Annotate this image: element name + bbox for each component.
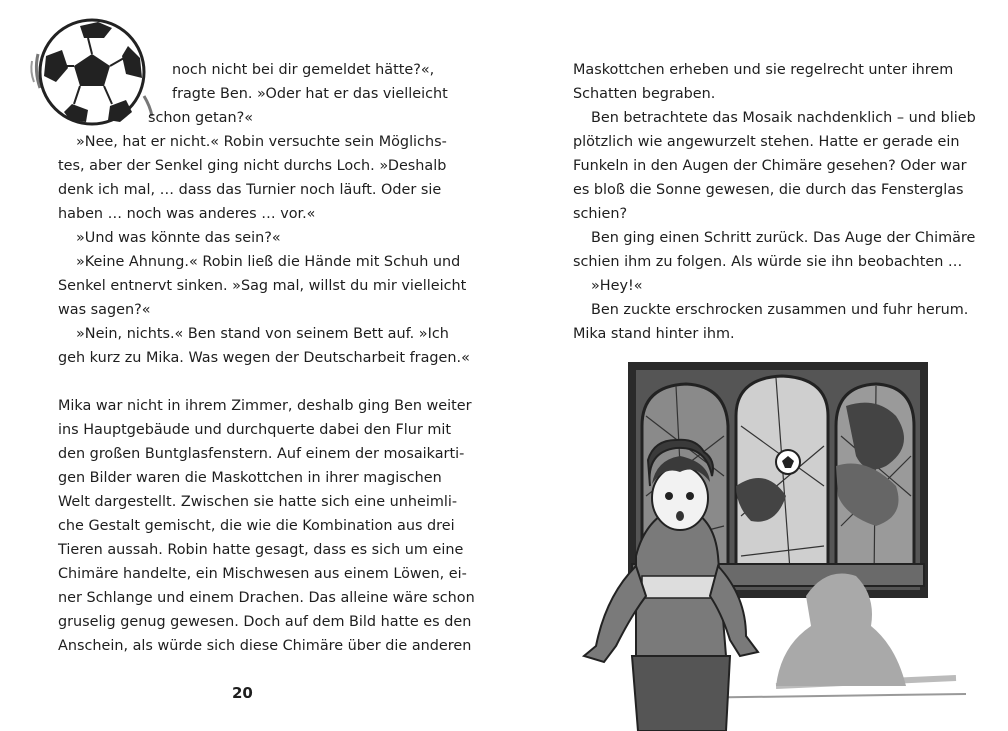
stained-glass-window-boy-illustration bbox=[576, 356, 966, 731]
text-line: schien ihm zu folgen. Als würde sie ihn beobachten … bbox=[573, 254, 963, 270]
text-line: »Und was könnte das sein?« bbox=[76, 230, 281, 246]
text-line: Tieren aussah. Robin hatte gesagt, dass es sich um eine bbox=[58, 542, 464, 558]
text-line: haben … noch was anderes … vor.« bbox=[58, 206, 316, 222]
text-line: che Gestalt gemischt, die wie die Kombination aus drei bbox=[58, 518, 455, 534]
text-line: noch nicht bei dir gemeldet hätte?«, bbox=[172, 62, 435, 78]
text-line: Ben betrachtete das Mosaik nachdenklich – und blieb bbox=[591, 110, 976, 126]
text-line: Senkel entnervt sinken. »Sag mal, willst du mir vielleicht bbox=[58, 278, 467, 294]
text-line: »Nee, hat er nicht.« Robin versuchte sein Möglichs- bbox=[76, 134, 447, 150]
text-line: geh kurz zu Mika. Was wegen der Deutscharbeit fragen.« bbox=[58, 350, 470, 366]
text-line: Anschein, als würde sich diese Chimäre über die anderen bbox=[58, 638, 472, 654]
text-line: Welt dargestellt. Zwischen sie hatte sich eine unheimli- bbox=[58, 494, 458, 510]
text-line: was sagen?« bbox=[58, 302, 151, 318]
text-line: schon getan?« bbox=[148, 110, 254, 126]
text-line: schien? bbox=[573, 206, 628, 222]
text-line: plötzlich wie angewurzelt stehen. Hatte er gerade ein bbox=[573, 134, 960, 150]
text-line: Ben ging einen Schritt zurück. Das Auge der Chimäre bbox=[591, 230, 976, 246]
text-line: Schatten begraben. bbox=[573, 86, 716, 102]
text-line: Chimäre handelte, ein Mischwesen aus einem Löwen, ei- bbox=[58, 566, 467, 582]
text-line: ins Hauptgebäude und durchquerte dabei den Flur mit bbox=[58, 422, 452, 438]
text-line: Mika stand hinter ihm. bbox=[573, 326, 735, 342]
text-line: Funkeln in den Augen der Chimäre gesehen? Oder war bbox=[573, 158, 967, 174]
text-line: tes, aber der Senkel ging nicht durchs Loch. »Deshalb bbox=[58, 158, 447, 174]
soccer-ball-icon bbox=[28, 16, 156, 126]
text-line: Mika war nicht in ihrem Zimmer, deshalb ging Ben weiter bbox=[58, 398, 472, 414]
text-line: den großen Buntglasfenstern. Auf einem der mosaikarti- bbox=[58, 446, 465, 462]
text-line: Maskottchen erheben und sie regelrecht unter ihrem bbox=[573, 62, 954, 78]
text-line: ner Schlange und einem Drachen. Das alleine wäre schon bbox=[58, 590, 475, 606]
right-page bbox=[504, 0, 1008, 731]
text-line: es bloß die Sonne gewesen, die durch das Fensterglas bbox=[573, 182, 964, 198]
page-number: 20 bbox=[232, 684, 253, 702]
text-line: »Keine Ahnung.« Robin ließ die Hände mit Schuh und bbox=[76, 254, 461, 270]
text-line: denk ich mal, … dass das Turnier noch läuft. Oder sie bbox=[58, 182, 442, 198]
text-line: »Hey!« bbox=[591, 278, 643, 294]
text-line: fragte Ben. »Oder hat er das vielleicht bbox=[172, 86, 448, 102]
text-line: Ben zuckte erschrocken zusammen und fuhr herum. bbox=[591, 302, 969, 318]
text-line: »Nein, nichts.« Ben stand von seinem Bett auf. »Ich bbox=[76, 326, 449, 342]
text-line: gruselig genug gewesen. Doch auf dem Bild hatte es den bbox=[58, 614, 472, 630]
text-line: gen Bilder waren die Maskottchen in ihrer magischen bbox=[58, 470, 442, 486]
